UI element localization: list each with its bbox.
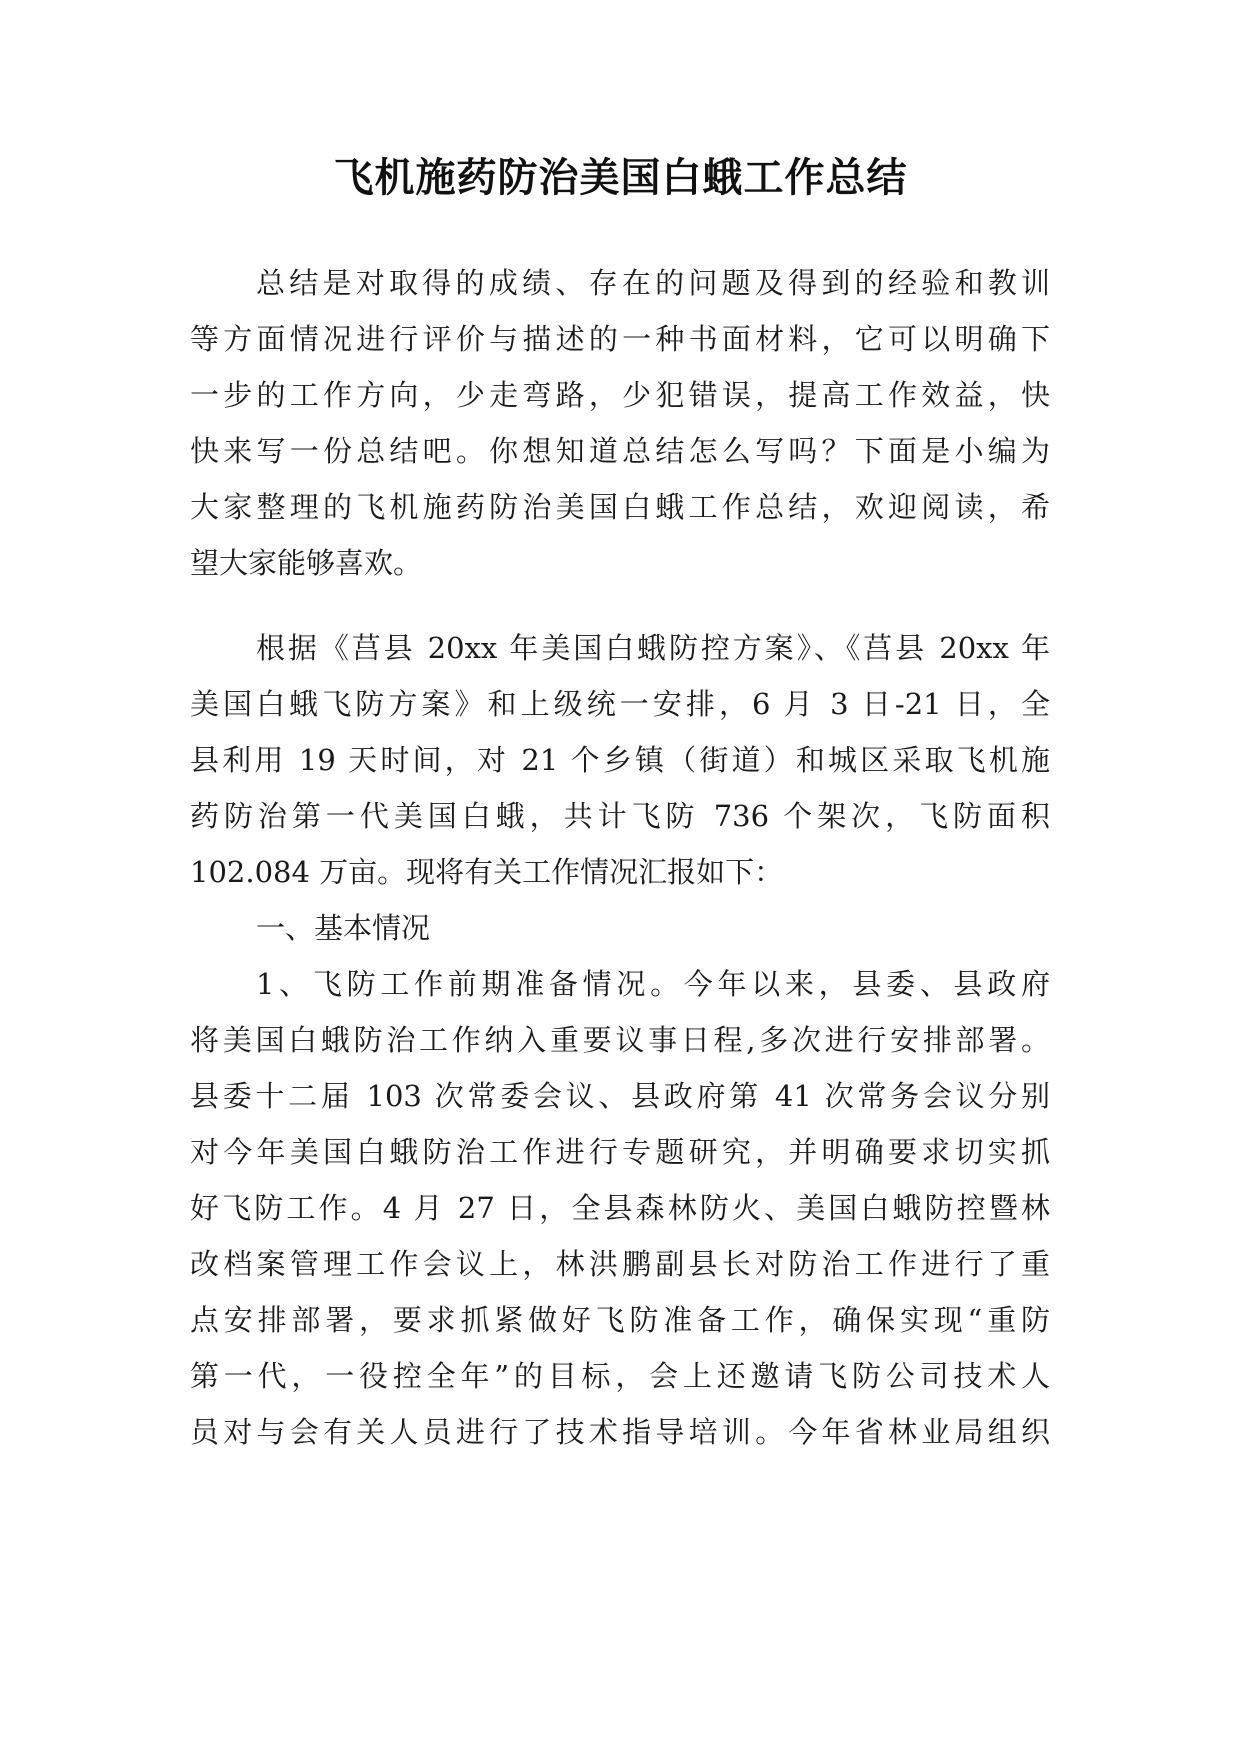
intro-line: 总结是对取得的成绩、存在的问题及得到的经验和教训 [256, 266, 1050, 300]
body-line: 药防治第一代美国白蛾，共计飞防 736 个架次，飞防面积 [190, 799, 1050, 833]
body-line: 县利用 19 天时间，对 21 个乡镇（街道）和城区采取飞机施 [190, 743, 1050, 777]
section-line: 县委十二届 103 次常委会议、县政府第 41 次常务会议分别 [190, 1079, 1050, 1113]
intro-line: 大家整理的飞机施药防治美国白蛾工作总结，欢迎阅读，希 [190, 490, 1050, 524]
body-line: 根据《莒县 20xx 年美国白蛾防控方案》、《莒县 20xx 年 [256, 631, 1050, 665]
section-line: 好飞防工作。4 月 27 日，全县森林防火、美国白蛾防控暨林 [190, 1191, 1050, 1225]
section-line: 员对与会有关人员进行了技术指导培训。今年省林业局组织 [190, 1415, 1050, 1449]
section-line: 将美国白蛾防治工作纳入重要议事日程,多次进行安排部署。 [190, 1023, 1050, 1057]
intro-line: 快来写一份总结吧。你想知道总结怎么写吗？下面是小编为 [190, 434, 1050, 468]
section-line: 点安排部署，要求抓紧做好飞防准备工作，确保实现“重防 [190, 1303, 1050, 1337]
body-line: 美国白蛾飞防方案》和上级统一安排，6 月 3 日-21 日，全 [190, 687, 1050, 721]
intro-line: 望大家能够喜欢。 [190, 546, 423, 580]
document-title: 飞机施药防治美国白蛾工作总结 [333, 155, 908, 201]
intro-line: 等方面情况进行评价与描述的一种书面材料，它可以明确下 [190, 322, 1050, 356]
section-line: 对今年美国白蛾防治工作进行专题研究，并明确要求切实抓 [190, 1135, 1050, 1169]
section-line: 1、飞防工作前期准备情况。今年以来，县委、县政府 [256, 967, 1050, 1001]
body-paragraph [190, 620, 1050, 1460]
section-line: 第一代，一役控全年”的目标，会上还邀请飞防公司技术人 [190, 1359, 1050, 1393]
intro-paragraph [190, 255, 1050, 591]
intro-line: 一步的工作方向，少走弯路，少犯错误，提高工作效益，快 [190, 378, 1050, 412]
section-line: 改档案管理工作会议上，林洪鹏副县长对防治工作进行了重 [190, 1247, 1050, 1281]
section-heading: 一、基本情况 [256, 911, 431, 945]
body-line: 102.084 万亩。现将有关工作情况汇报如下： [190, 855, 784, 889]
